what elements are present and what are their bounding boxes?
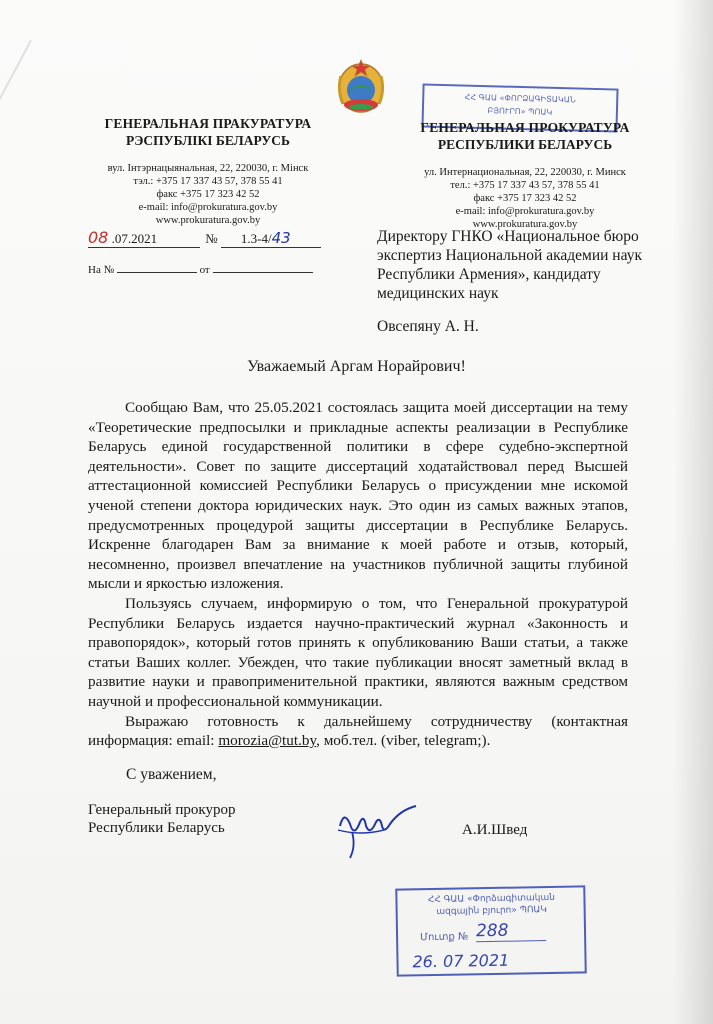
org-web: www.prokuratura.gov.by — [155, 215, 261, 227]
incoming-registration-stamp — [395, 885, 587, 976]
org-name-line1: ГЕНЕРАЛЬНАЯ ПРАКУРАТУРА — [104, 116, 312, 131]
signatory-title-line2: Республики Беларусь — [88, 820, 225, 836]
ref-label: На № — [88, 264, 115, 276]
date-field — [88, 228, 200, 248]
belarus-emblem-icon — [335, 56, 387, 116]
org-address: вул. Інтэрнацыянальная, 22, 220030, г. Мінск — [107, 162, 309, 174]
stamp-number-label: Մուտք № — [420, 931, 469, 944]
org-fax: факс +375 17 323 42 52 — [156, 189, 260, 200]
stamp-top-line2: ԲՅՈՒՐՈ» ՊՈԱԿ — [487, 106, 553, 117]
org-name-line2: РЭСПУБЛІКІ БЕЛАРУСЬ — [126, 132, 290, 148]
incoming-reference — [88, 264, 313, 276]
org-email: e-mail: info@prokuratura.gov.by — [455, 206, 595, 218]
salutation: Уважаемый Аргам Норайрович! — [247, 358, 466, 375]
org-web: www.prokuratura.gov.by — [472, 219, 578, 231]
paper-fold-mark — [0, 40, 32, 112]
ref-number-line — [117, 272, 197, 273]
letterhead-right — [405, 120, 645, 231]
paragraph-3 — [88, 712, 628, 751]
number-field — [221, 229, 321, 248]
ref-date-line — [213, 272, 313, 273]
paragraph-3-start: Выражаю готовность к дальнейшему сотрудничеству (контактная информация: email: — [88, 712, 628, 750]
org-address: ул. Интернациональная, 22, 220030, г. Минск — [424, 166, 626, 178]
ref-from-label: от — [199, 264, 210, 276]
date-value: .07.2021 — [111, 231, 158, 246]
date-day-handwritten: 08 — [88, 228, 109, 247]
signatory-title — [88, 801, 235, 837]
scan-edge-shadow — [673, 0, 713, 1024]
stamp-header — [403, 891, 579, 918]
number-handwritten: 43 — [271, 229, 291, 247]
stamp-top-line1: ՀՀ ԳԱԱ «ՓՈՐՁԱԳԻՏԱԿԱՆ — [464, 92, 576, 105]
stamp-date: 26. 07 2021 — [412, 950, 510, 972]
org-phone: тэл.: +375 17 337 43 57, 378 55 41 — [133, 175, 283, 187]
paragraph-1: Сообщаю Вам, что 25.05.2021 состоялась защита моей диссертации на тему «Теоретические предпосылки и прикладные аспекты реализации в Республике Беларусь единой государственной политики в сфере судебно-экспертной деятельности». Совет по защите диссертаций ходатайствовал перед Высшей аттестационной комиссией Республики Беларусь о присуждении мне искомой ученой степени доктора юридических наук. Это один из самых важных этапов, предусмотренных процедурой защиты диссертации в Республике Беларусь. Искренне благодарен Вам за внимание к моей работе и отзыв, который, несомненно, произвел впечатление на участников публичной защиты глубиной мысли и яркостью изложения. — [88, 399, 628, 593]
contact-email-link[interactable]: morozia@tut.by — [218, 732, 317, 750]
addressee-block: Директору ГНКО «Национальное бюро экспертиз Национальной академии наук Республики Армения», кандидату медицинских наук — [377, 228, 642, 302]
handwritten-signature-icon — [330, 796, 420, 866]
signatory-title-line1: Генеральный прокурор — [88, 802, 236, 818]
paragraph-3-end: , моб.тел. (viber, telegram;). — [316, 732, 491, 750]
closing-regards: С уважением, — [126, 766, 217, 783]
stamp-line1: ՀՀ ԳԱԱ «Փորձագիտական — [427, 892, 556, 906]
org-name-line2: РЕСПУБЛИКИ БЕЛАРУСЬ — [437, 136, 613, 152]
stamp-number-value: 288 — [476, 920, 546, 942]
org-phone: тел.: +375 17 337 43 57, 378 55 41 — [450, 179, 600, 191]
org-email: e-mail: info@prokuratura.gov.by — [138, 202, 278, 214]
org-name-line1: ГЕНЕРАЛЬНАЯ ПРОКУРАТУРА — [420, 120, 630, 135]
number-prefix: 1.3-4/ — [240, 231, 272, 246]
org-fax: факс +375 17 323 42 52 — [473, 193, 577, 204]
signatory-name: А.И.Швед — [462, 822, 528, 838]
paragraph-2: Пользуясь случаем, информирую о том, что Генеральной прокуратурой Республики Беларусь издается научно-практический журнал «Законность и правопорядок», который готов принять к опубликованию Ваши статьи, а также статьи Ваших коллег. Убежден, что такие публикации вносят заметный вклад в развитие науки и правоприменительной практики, являются важным средством научной и профессиональной коммуникации. — [88, 594, 628, 710]
outgoing-reference — [88, 228, 321, 248]
letterhead-left — [88, 116, 328, 227]
addressee-name: Овсепяну А. Н. — [377, 318, 479, 335]
number-label: № — [205, 231, 218, 246]
letter-body — [88, 398, 628, 751]
stamp-line2: ազգային բյուրո» ՊՈԱԿ — [436, 905, 548, 917]
